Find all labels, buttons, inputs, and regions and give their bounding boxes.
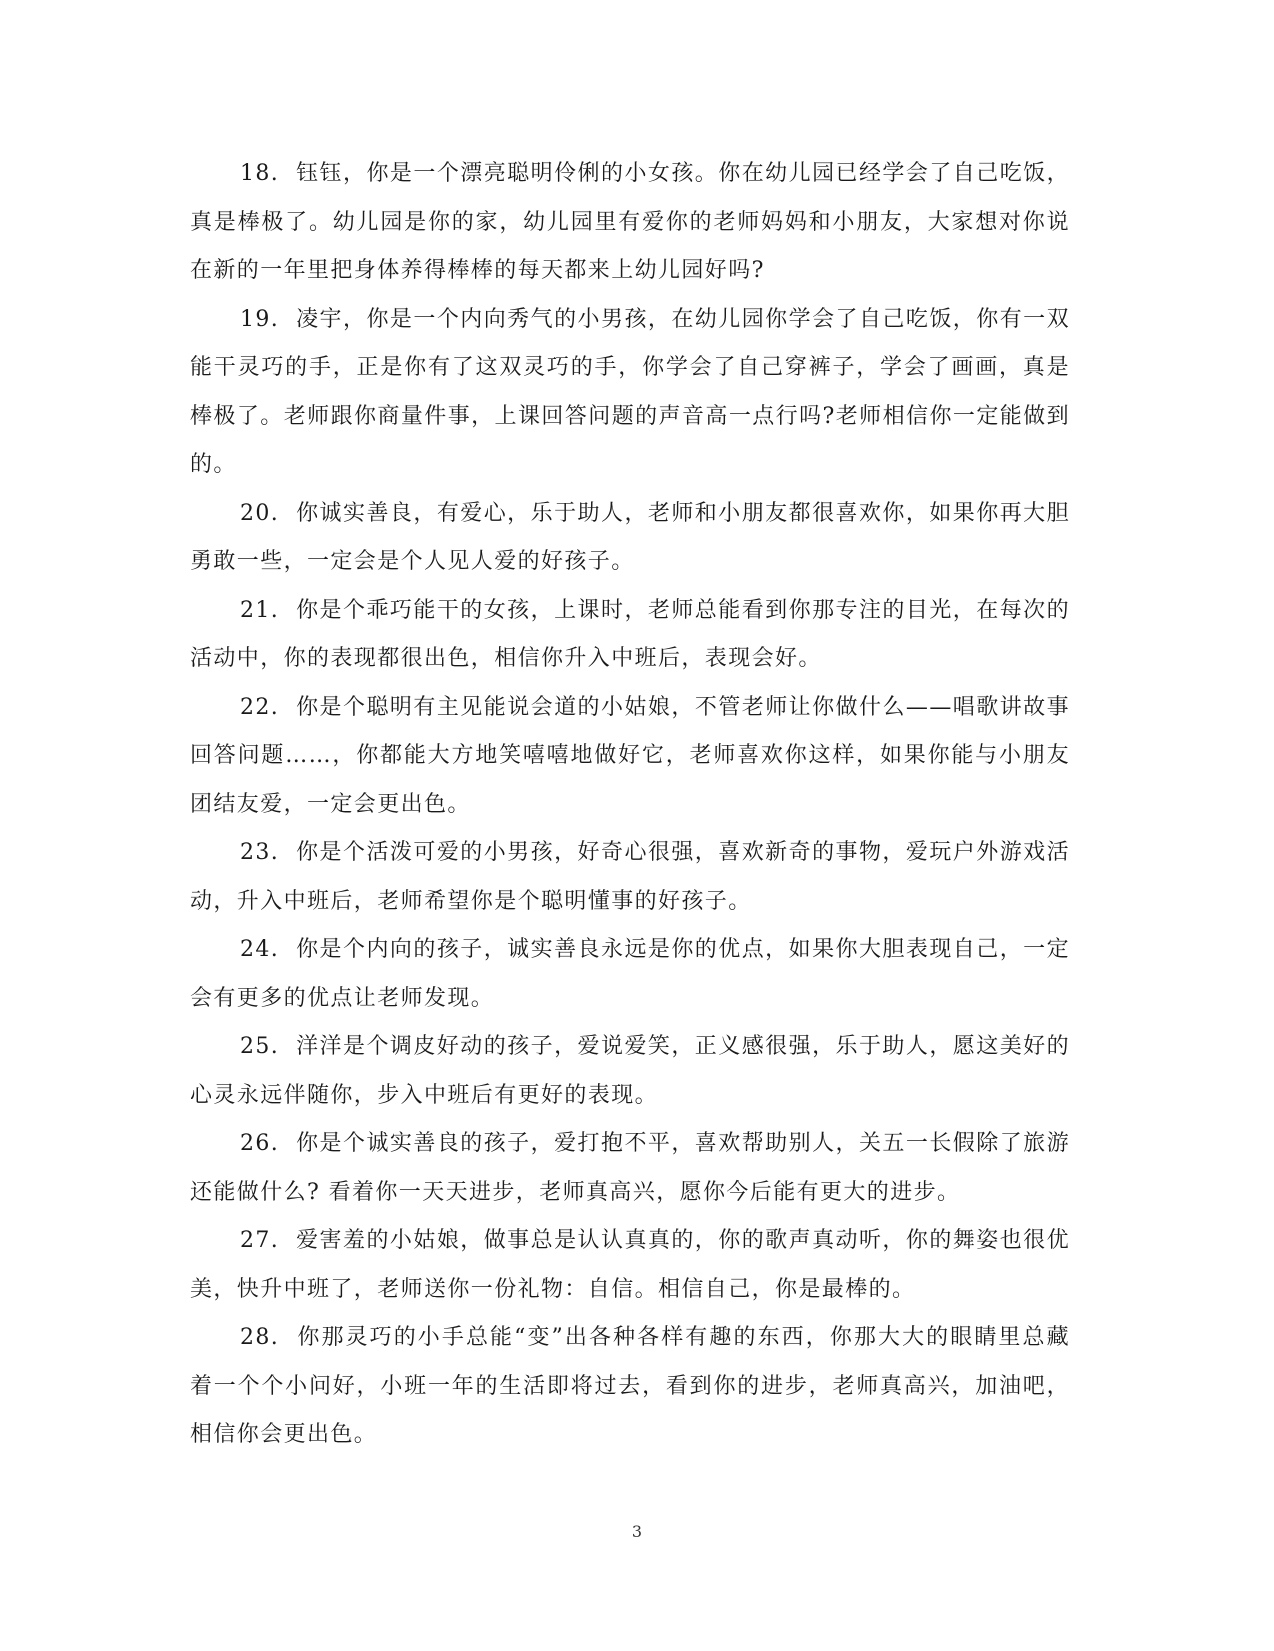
page-number: 3: [631, 1522, 643, 1541]
comment-entry-18: [190, 150, 1070, 296]
entry-number: 28.: [240, 1325, 280, 1350]
comment-entry-25: [190, 1023, 1070, 1120]
entry-text: 你诚实善良，有爱心，乐于助人，老师和小朋友都很喜欢你，如果你再大胆勇敢一些，一定会是个人见人爱的好孩子。: [190, 500, 1071, 574]
entry-text: 钰钰，你是一个漂亮聪明伶俐的小女孩。你在幼儿园已经学会了自己吃饭，真是棒极了。幼儿园是你的家，幼儿园里有爱你的老师妈妈和小朋友，大家想对你说在新的一年里把身体养得棒棒的每天都来上幼儿园好吗?: [190, 161, 1071, 283]
entry-text: 你是个内向的孩子，诚实善良永远是你的优点，如果你大胆表现自己，一定会有更多的优点让老师发现。: [190, 937, 1071, 1011]
entry-number: 27.: [240, 1228, 280, 1253]
comment-entry-26: [190, 1120, 1070, 1217]
entry-text: 爱害羞的小姑娘，做事总是认认真真的，你的歌声真动听，你的舞姿也很优美，快升中班了，老师送你一份礼物：自信。相信自己，你是最棒的。: [190, 1228, 1071, 1302]
entry-number: 22.: [240, 694, 280, 720]
comment-entry-27: [190, 1217, 1070, 1314]
entry-text: 洋洋是个调皮好动的孩子，爱说爱笑，正义感很强，乐于助人，愿这美好的心灵永远伴随你，步入中班后有更好的表现。: [190, 1034, 1071, 1108]
entry-number: 21.: [240, 597, 280, 623]
entry-number: 26.: [240, 1131, 280, 1156]
entry-text: 凌宇，你是一个内向秀气的小男孩，在幼儿园你学会了自己吃饭，你有一双能干灵巧的手，正是你有了这双灵巧的手，你学会了自己穿裤子，学会了画画，真是棒极了。老师跟你商量件事，上课回答问题的声音高一点行吗?老师相信你一定能做到的。: [190, 306, 1071, 477]
comment-entry-20: [190, 490, 1070, 587]
entry-text: 你那灵巧的小手总能“变”出各种各样有趣的东西，你那大大的眼睛里总藏着一个个小问好，小班一年的生活即将过去，看到你的进步，老师真高兴，加油吧，相信你会更出色。: [190, 1325, 1070, 1447]
comment-entry-28: [190, 1314, 1070, 1460]
comment-entry-19: [190, 296, 1070, 490]
entry-text: 你是个聪明有主见能说会道的小姑娘，不管老师让你做什么——唱歌讲故事回答问题……，你都能大方地笑嘻嘻地做好它，老师喜欢你这样，如果你能与小朋友团结友爱，一定会更出色。: [190, 694, 1070, 817]
entry-text: 你是个诚实善良的孩子，爱打抱不平，喜欢帮助别人，关五一长假除了旅游 还能做什么? 看着你一天天进步，老师真高兴，愿你今后能有更大的进步。: [190, 1131, 1071, 1205]
comment-entry-22: [190, 684, 1070, 830]
entry-number: 24.: [240, 937, 280, 962]
entry-number: 18.: [240, 161, 280, 186]
comment-entry-24: [190, 926, 1070, 1023]
comment-entry-21: [190, 587, 1070, 684]
comment-entry-23: [190, 829, 1070, 926]
entry-number: 20.: [240, 500, 280, 526]
entry-text: 你是个活泼可爱的小男孩，好奇心很强，喜欢新奇的事物，爱玩户外游戏活动，升入中班后，老师希望你是个聪明懂事的好孩子。: [190, 840, 1071, 914]
document-body: [190, 150, 1070, 1460]
entry-number: 25.: [240, 1034, 280, 1059]
entry-number: 19.: [240, 306, 280, 332]
entry-text: 你是个乖巧能干的女孩，上课时，老师总能看到你那专注的目光，在每次的活动中，你的表现都很出色，相信你升入中班后，表现会好。: [190, 597, 1071, 671]
entry-number: 23.: [240, 840, 280, 865]
